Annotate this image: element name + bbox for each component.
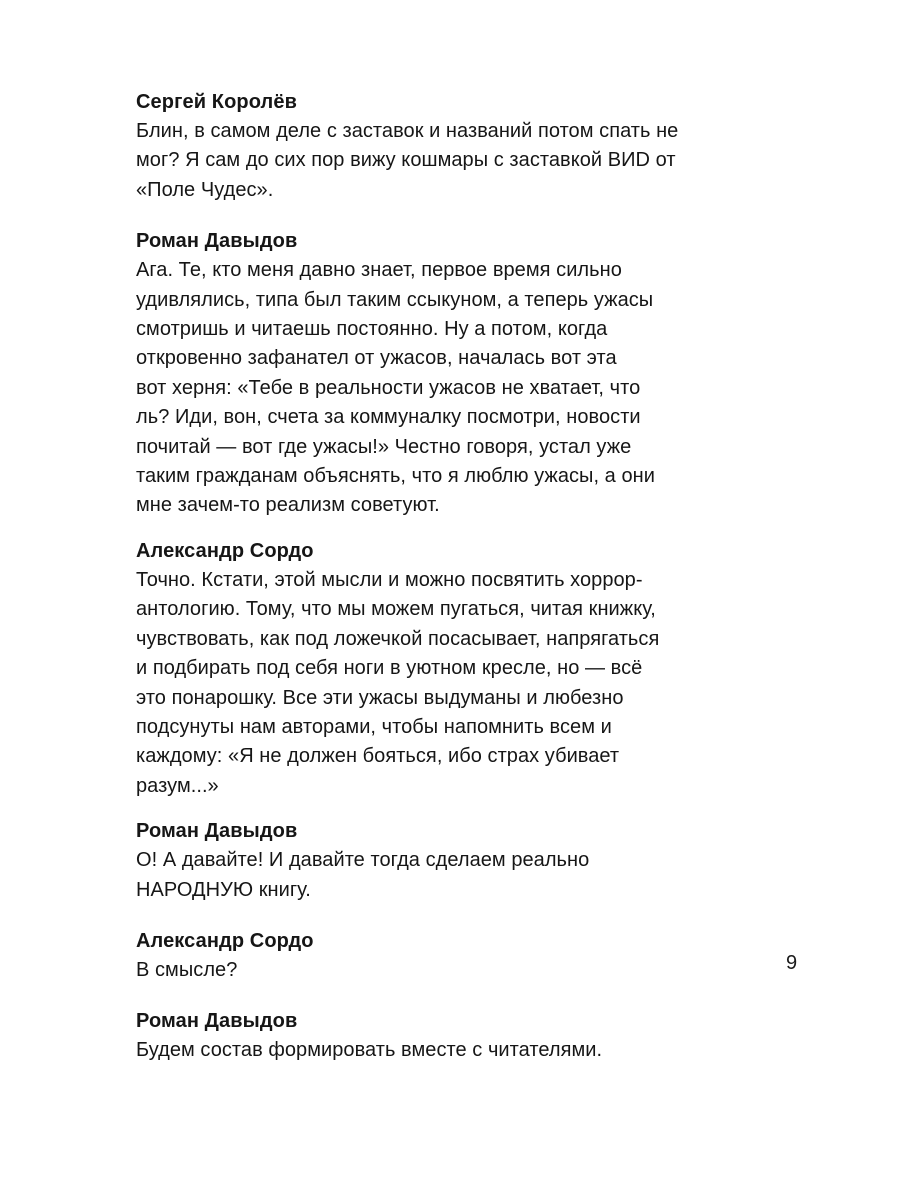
dialogue-line: откровенно зафанател от ужасов, началась вот эта [136, 347, 617, 370]
page-number: 9 [786, 952, 798, 974]
dialogue-line: антологию. Тому, что мы можем пугаться, читая книжку, [136, 598, 656, 621]
dialogue-line: Ага. Те, кто меня давно знает, первое время сильно [136, 259, 622, 282]
dialogue-entry [136, 1007, 736, 1065]
dialogue-line: мог? Я сам до сих пор вижу кошмары с заставкой ВИD от [136, 149, 676, 172]
dialogue-entry [136, 227, 736, 521]
dialogue-entry [136, 927, 736, 985]
dialogue-line: это понарошку. Все эти ужасы выдуманы и любезно [136, 686, 624, 709]
dialogue-line: Будем состав формировать вместе с читателями. [136, 1039, 603, 1062]
dialogue-line: подсунуты нам авторами, чтобы напомнить всем и [136, 715, 612, 738]
speaker-name: Сергей Королёв [136, 91, 297, 113]
dialogue-line: и подбирать под себя ноги в уютном кресле, но — всё [136, 657, 643, 680]
speaker-name: Александр Сордо [136, 539, 314, 562]
dialogue-line: каждому: «Я не должен бояться, ибо страх убивает [136, 745, 620, 768]
dialogue-line: удивлялись, типа был таким ссыкуном, а теперь ужасы [136, 288, 654, 311]
dialogue-line: почитай — вот где ужасы!» Честно говоря, устал уже [136, 435, 632, 458]
dialogue-line: мне зачем-то реализм советуют. [136, 494, 440, 517]
dialogue-line: О! А давайте! И давайте тогда сделаем реально [136, 849, 590, 872]
dialogue-entry [136, 817, 736, 905]
page-content [136, 88, 736, 1066]
dialogue-line: Точно. Кстати, этой мысли и можно посвятить хоррор- [136, 568, 643, 591]
dialogue-line: разум...» [136, 774, 219, 797]
dialogue-line: Блин, в самом деле с заставок и названий потом спать не [136, 120, 679, 142]
dialogue-line: смотришь и читаешь постоянно. Ну а потом, когда [136, 318, 608, 341]
dialogue-line: «Поле Чудес». [136, 178, 274, 201]
dialogue-line: В смысле? [136, 958, 238, 981]
dialogue-line: чувствовать, как под ложечкой посасывает, напрягаться [136, 627, 660, 650]
dialogue-line: таким гражданам объяснять, что я люблю ужасы, а они [136, 465, 655, 488]
dialogue-line: НАРОДНУЮ книгу. [136, 878, 311, 901]
speaker-name: Александр Сордо [136, 929, 314, 952]
speaker-name: Роман Давыдов [136, 820, 298, 843]
dialogue-line: ль? Иди, вон, счета за коммуналку посмотри, новости [136, 406, 641, 429]
dialogue-entry [136, 537, 736, 801]
speaker-name: Роман Давыдов [136, 1010, 298, 1033]
dialogue-entry [136, 88, 736, 205]
speaker-name: Роман Давыдов [136, 230, 298, 253]
dialogue-line: вот херня: «Тебе в реальности ужасов не хватает, что [136, 376, 641, 399]
